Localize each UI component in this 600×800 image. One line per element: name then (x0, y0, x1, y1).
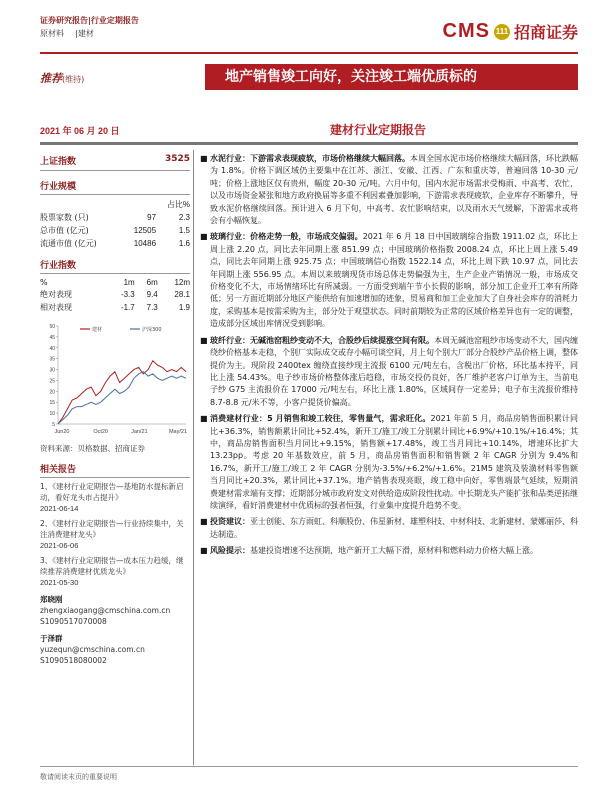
bullet-icon: ■ (200, 414, 208, 424)
x-tick-label: Jan/21 (131, 429, 148, 435)
logo-cms-text: CMS (442, 20, 490, 42)
related-heading: 相关报告 (40, 462, 190, 478)
paragraph-cement: ■ 水泥行业：下游需求表现疲软，市场价格继续大幅回落。本周全国水泥市场价格继续大幅回落，环比跌幅为 1.8%。价格下调区域仍主要集中在江苏、浙江、安徽、江西、广东和重庆等，普遍回落 10-30 元/吨；价格上涨地区仅有贵州，幅度 20-30 元/吨。六月中旬，国内水泥市场需求受梅雨、中高考、农忙，以及市场资金紧张和地方政府换届等多重不利因素叠加影响，下游需求表现疲软，企业库存不断攀升，导致水泥价格继续回落。预计进入 6 月下旬，中高考、农忙影响结束，以及雨水天气缓解，下游需求或将会有小幅恢复。 (200, 154, 578, 226)
report-title: 地产销售竣工向好，关注竣工端优质标的 (205, 64, 578, 90)
paragraph-glass: ■ 玻璃行业：价格走势一般，市场成交偏弱。2021 年 6 月 18 日中国玻璃综合指数 1911.02 点，环比上周上涨 2.20 点，同比去年同期上涨 851.99 点；中国玻璃价格指数 2008.24 点，环比上周上涨 5.49 点，同比去年同期上涨 925.75 点；中国玻璃信心指数 1522.14 点，环比上周下跌 10.97 点，同比去年同期上涨 556.95 点。本周以来玻璃现货市场总体走势偏强为主，生产企业产销情况一般，市场成交价格变化不大，市场情绪环比有所减弱。一方面受到端午节小长假的影响，部分加工企业开工率有所降低；另一方面近期部分地区产能供给有加速增加的迹象，贸易商和加工企业加大了自身社会库存的消耗力度，采购基本是按需采购为主，部分处于观望状态。同时前期较为正常的区域价格差异也有一定的调整，造成部分区域出库情况受到影响。 (200, 232, 578, 329)
index-row: 上证指数 3525 (40, 150, 190, 171)
main-content (200, 153, 578, 562)
scale-table: 占比% 股票家数 (只) 97 2.3 总市值 (亿元) 12505 1.5 流通市值 (亿元) 10486 1.6 (40, 200, 190, 248)
chart-source: 资料来源：贝格数据、招商证券 (40, 444, 145, 453)
y-tick-label: 15 (49, 400, 55, 407)
report-header (40, 14, 139, 40)
header-divider (40, 52, 578, 54)
bullet-icon: ■ (200, 546, 208, 556)
y-tick-label: 25 (49, 378, 55, 385)
index-chart (40, 320, 190, 440)
y-tick-label: 30 (49, 367, 55, 374)
table-row: 总市值 (亿元) 12505 1.5 (40, 226, 190, 235)
performance-heading: 行业指数 (40, 258, 190, 274)
y-tick-label: 35 (49, 356, 55, 363)
report-type: 证券研究报告|行业定期报告 (40, 16, 139, 25)
y-tick-label: 20 (49, 389, 55, 396)
related-report[interactable]: 3、《建材行业定期报告—成本压力趋缓，继续推荐消费建材优质龙头》 2021-05-30 (40, 556, 184, 587)
footer-note: 敬请阅读末页的重要说明 (40, 773, 117, 781)
performance-table: % 1m 6m 12m 绝对表现 -3.3 9.4 28.1 相对表现 -1.7 7.3 1.9 (40, 278, 190, 312)
table-row: 绝对表现 -3.3 9.4 28.1 (40, 290, 190, 299)
analyst-1: 郑晓刚 zhengxiaogang@cmschina.com.cn S1090517070008 (40, 594, 190, 627)
report-subtitle: 建材行业定期报告 (330, 123, 427, 137)
paragraph-fiberglass: ■ 玻纤行业：无碱池窑粗纱变动不大，合股纱后续提涨空间有限。本周无碱池窑粗纱市场变动不大，国内缠绕纱价格基本走稳，个别厂实际成交或存小幅可谈空间，月上旬个别大厂部分合股纱产品价格上调，整体提价为主。现阶段 2400tex 缠绕直接纱现主流报 6100 元/吨左右，含税出厂价格，环比基本持平，同比上涨 54.43%。电子纱市场价格整体涨后趋稳，市场交投仍良好，各厂维护老客户订单为主，当前电子纱 G75 主流报价在 17000 元/吨左右，环比上涨 1.80%，区域间存一定差异；电子布主流报价维持 8.7-8.8 元/米不等，小客户提货价偏高。 (200, 335, 578, 407)
related-report[interactable]: 2、《建材行业定期报告—行业持续集中，关注消费建材龙头》 2021-06-06 (40, 519, 184, 550)
cms-logo (443, 20, 578, 43)
y-tick-label: 10 (49, 411, 55, 418)
rating-label: 推荐(维持) (40, 72, 85, 85)
x-tick-label: Oct20 (93, 429, 109, 435)
table-row: 股票家数 (只) 97 2.3 (40, 213, 190, 222)
bullet-icon: ■ (200, 232, 208, 242)
analyst-2: 于泽群 yuzequn@cmschina.com.cn S1090518080002 (40, 633, 190, 666)
paragraph-consumer-materials: ■ 消费建材行业：5 月销售和竣工较往，零售量气，需求旺化。2021 年前 5 月，商品房销售面积累计同比+36.3%，销售额累计同比+52.4%，新开工/施工/竣工分别累计同比+6.9%/+10.1%/+16.4%；其中，商品房销售面积当月同比+9.15%，销售额+17.48%，竣工当月同比+10.14%，增速环比扩大 13.23pp。考虑 20 年基数效应，前 5 月，商品房销售面积和销售额 2 年 CAGR 分别为 9.4%和 16.7%，新开工/施工/竣工 2 年 CAGR 分别为-3.5%/+6.2%/+1.6%。21M5 建筑及装潢材料零售额当月同比+20.3%，累计同比+37.1%。地产销售表现亮眼，竣工稳中向好，零售端景气延续，短期消费建材需求端有支撑；近期部分城市政府发文对供给造成阶段性扰动。中长期龙头产能扩张和品类逆拓继续演绎，看好消费建材中优质标的强者恒强，行业集中度提升趋势不变。 (200, 414, 579, 510)
related-report[interactable]: 1、《建材行业定期报告—基地防水提标新启动，看好龙头市占提升》 2021-06-14 (40, 482, 184, 513)
report-date: 2021 年 06 月 20 日 (40, 126, 120, 136)
table-row: 流通市值 (亿元) 10486 1.6 (40, 239, 190, 248)
column-divider (193, 150, 194, 765)
x-tick-label: May/21 (168, 429, 188, 435)
paragraph-investment: ■ 投资建议：亚士创能、东方雨虹、科顺股份、伟星新材、雄塑科技、中材科技、北新建材、蒙娜丽莎、科达制造。 (200, 517, 578, 539)
table-row: 相对表现 -1.7 7.3 1.9 (40, 303, 190, 312)
legend-label: 建材 (92, 327, 103, 333)
scale-heading: 行业规模 (40, 179, 190, 195)
index-chart-svg (40, 320, 190, 440)
x-tick-label: Jun20 (54, 429, 70, 435)
legend-label: 沪深300 (142, 327, 162, 333)
paragraph-risk: ■ 风险提示：基建投资增速不达预期，地产新开工大幅下滑，原材料和燃料动力价格大幅上涨。 (200, 545, 578, 557)
logo-badge-icon: 111 (494, 24, 510, 40)
report-category: 原材料 |建材 (40, 29, 94, 38)
section-divider (40, 142, 578, 145)
logo-company-name: 招商证券 (513, 23, 578, 42)
y-tick-label: 40 (49, 345, 55, 352)
sidebar (40, 150, 190, 666)
y-tick-label: 5 (52, 422, 55, 428)
y-tick-label: 45 (49, 334, 55, 341)
bullet-icon: ■ (200, 335, 208, 345)
y-tick-label: 50 (49, 324, 55, 330)
footer-divider (40, 766, 578, 767)
bullet-icon: ■ (200, 517, 208, 527)
bullet-icon: ■ (200, 154, 208, 163)
analyst-email[interactable]: yuzequn@cmschina.com.cn (40, 645, 145, 654)
analyst-email[interactable]: zhengxiaogang@cmschina.com.cn (40, 606, 171, 615)
